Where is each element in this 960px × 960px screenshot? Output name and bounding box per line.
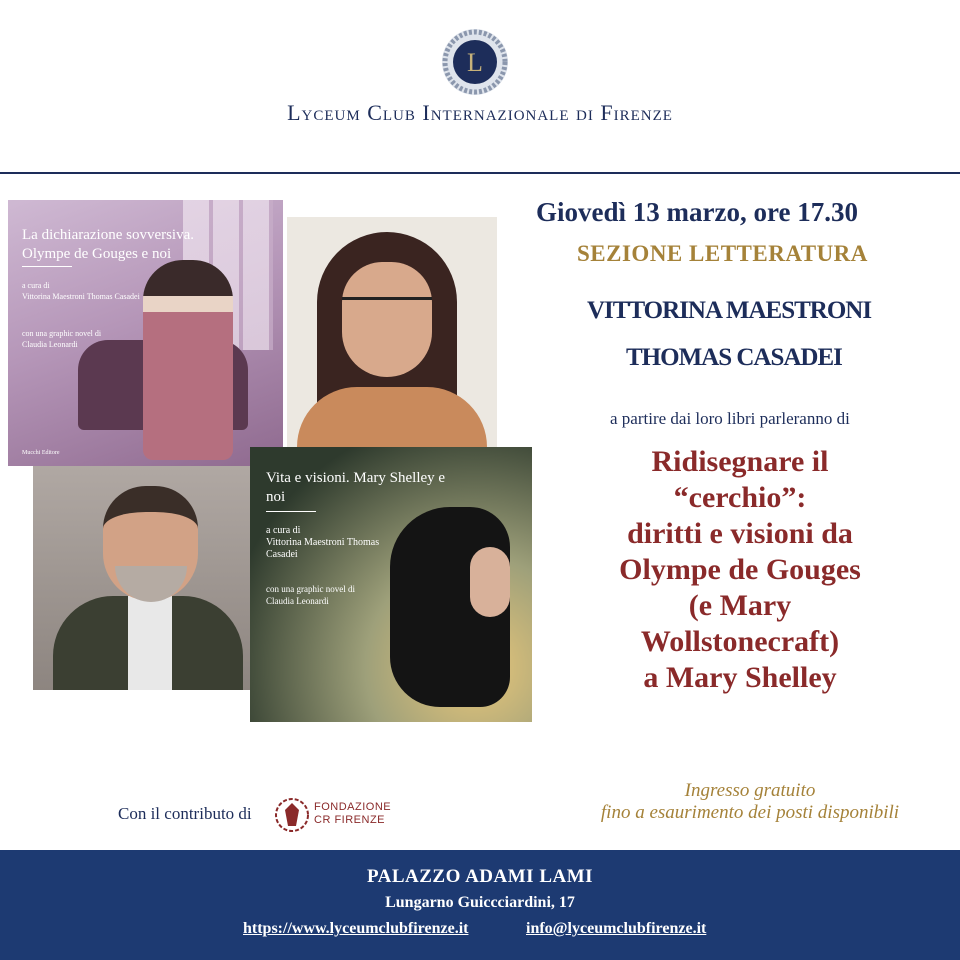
cover-lady-art [143, 260, 233, 460]
admission-note [560, 780, 940, 824]
book2-authors: Vittorina Maestroni Thomas Casadei [266, 537, 380, 560]
book1-title: La dichiarazione sovversiva. Olympe de Gouges e noi [22, 227, 195, 262]
event-date: Giovedì 13 marzo, ore 17.30 [536, 197, 858, 227]
topic-line: Wollstonecraft) [640, 625, 840, 658]
sponsor-label: Con il contributo di [118, 804, 252, 823]
admission-line-2: fino a esaurimento dei posti disponibili [600, 802, 900, 823]
book2-gn-intro: con una graphic novel di [266, 584, 355, 594]
topic-line: Ridisegnare il [651, 445, 829, 478]
cover-face-art [470, 547, 510, 617]
sponsor-name: FONDAZIONE CR FIRENZE [314, 801, 392, 826]
book-cover-olympe [8, 200, 283, 466]
topic-line: a Mary Shelley [643, 661, 837, 694]
book1-rule [22, 266, 72, 267]
topic-line: Olympe de Gouges [619, 553, 861, 586]
email-link[interactable]: info@lyceumclubfirenze.it [526, 920, 707, 937]
fondazione-cr-firenze-logo [274, 796, 310, 834]
book1-gn-intro: con una graphic novel di [22, 329, 102, 338]
book1-graphic-novel [22, 328, 142, 350]
book1-credits [22, 280, 142, 302]
book2-credits [266, 525, 396, 561]
club-name: Lyceum Club Internazionale di Firenze [287, 100, 673, 125]
book2-title: Vita e visioni. Mary Shelley e noi [266, 470, 446, 505]
topic-line: “cerchio”: [673, 481, 807, 514]
venue-address: Lungarno Guiccciardini, 17 [385, 894, 575, 911]
speaker-name-1: VITTORINA MAESTRONI [587, 297, 872, 324]
book1-illustrator: Claudia Leonardi [22, 340, 78, 349]
book1-authors: Vittorina Maestroni Thomas Casadei [22, 292, 140, 301]
book2-rule [266, 511, 316, 512]
book1-publisher: Mucchi Editore [22, 450, 60, 456]
event-section: SEZIONE LETTERATURA [577, 241, 868, 266]
book2-curated-by: a cura di [266, 525, 301, 536]
book-cover-mary-shelley [250, 447, 532, 722]
book1-curated-by: a cura di [22, 281, 50, 290]
logo-letter: L [467, 48, 483, 77]
speaker-photo-casadei [33, 466, 250, 690]
lyceum-logo [430, 28, 520, 96]
topic-line: diritti e visioni da [627, 517, 853, 550]
admission-line-1: Ingresso gratuito [684, 780, 816, 801]
event-intro: a partire dai loro libri parleranno di [610, 409, 850, 428]
event-topic [540, 444, 940, 696]
book2-illustrator: Claudia Leonardi [266, 596, 329, 606]
speaker-name-2: THOMAS CASADEI [626, 344, 842, 371]
speaker-photo-maestroni [287, 217, 497, 447]
topic-line: (e Mary [688, 589, 792, 622]
header-divider [0, 172, 960, 174]
website-link[interactable]: https://www.lyceumclubfirenze.it [243, 920, 469, 937]
venue-name: PALAZZO ADAMI LAMI [366, 866, 594, 887]
book2-graphic-novel [266, 583, 396, 607]
